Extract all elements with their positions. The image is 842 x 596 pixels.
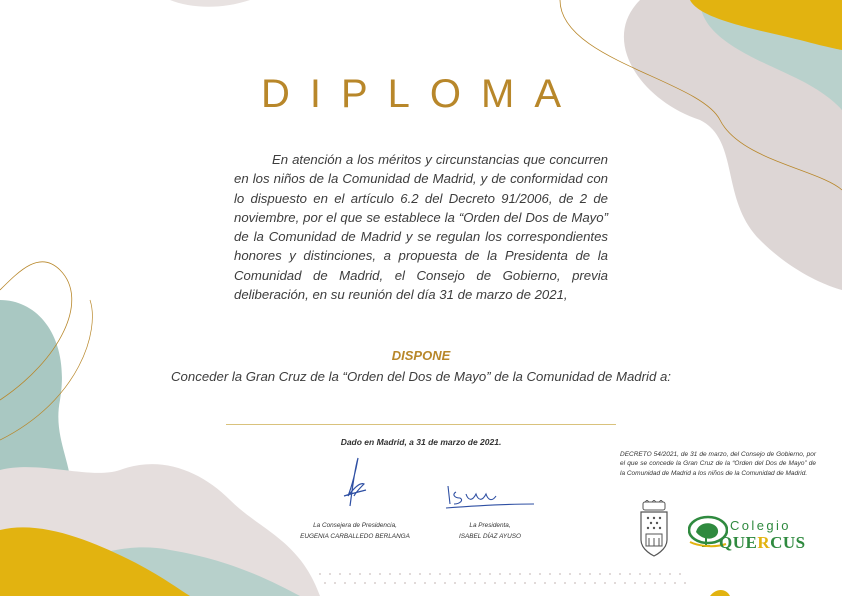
diploma-title: DIPLOMA	[260, 72, 582, 116]
school-logo-name	[719, 533, 806, 553]
signature-role-presidenta: La Presidenta,	[469, 522, 511, 529]
signature-name-presidenta: ISABEL DÍAZ AYUSO	[458, 533, 522, 540]
school-name-highlight: R	[757, 533, 771, 552]
date-place-line: Dado en Madrid, a 31 de marzo de 2021.	[340, 437, 502, 447]
signature-name-consejera: EUGENIA CARBALLEDO BERLANGA	[300, 533, 410, 540]
signature-consejera	[330, 452, 378, 508]
signature-role-consejera: La Consejera de Presidencia,	[313, 522, 397, 529]
deco-dots-bottom	[319, 573, 686, 584]
deco-blob-yellow-bottom-right	[710, 590, 730, 596]
signature-presidenta	[442, 482, 538, 512]
dispone-heading: DISPONE	[391, 348, 451, 363]
deco-blob-top-left	[170, 0, 250, 7]
grant-text: Conceder la Gran Cruz de la “Orden del Dos de Mayo” de la Comunidad de Madrid a:	[171, 369, 671, 384]
diploma-body-paragraph: En atención a los méritos y circunstancias que concurren en los niños de la Comunidad de Madrid, y de conformidad con lo dispuesto en el artículo 6.2 del Decreto 91/2006, de 2 de noviembre, por el que se establece la “Orden del Dos de Mayo” de la Comunidad de Madrid y se regulan los correspondientes honores y distinciones, a propuesta de la Presidenta de la Comunidad de Madrid, el Consejo de Gobierno, previa deliberación, en su reunión del día 31 de marzo de 2021,	[234, 152, 608, 303]
comunidad-madrid-crest-icon	[637, 500, 671, 558]
school-name-post: CUS	[770, 533, 806, 552]
signature-caption-presidenta	[405, 520, 575, 542]
school-name-pre: QUE	[719, 533, 758, 552]
decree-note: DECRETO 54/2021, de 31 de marzo, del Consejo de Gobierno, por el que se concede la Gran Cruz de la “Orden del Dos de Mayo” de la Comunidad de Madrid a los niños de la Comunidad de Madrid.	[620, 451, 816, 477]
recipient-line	[226, 424, 616, 425]
school-logo-line1: Colegio	[730, 518, 791, 533]
